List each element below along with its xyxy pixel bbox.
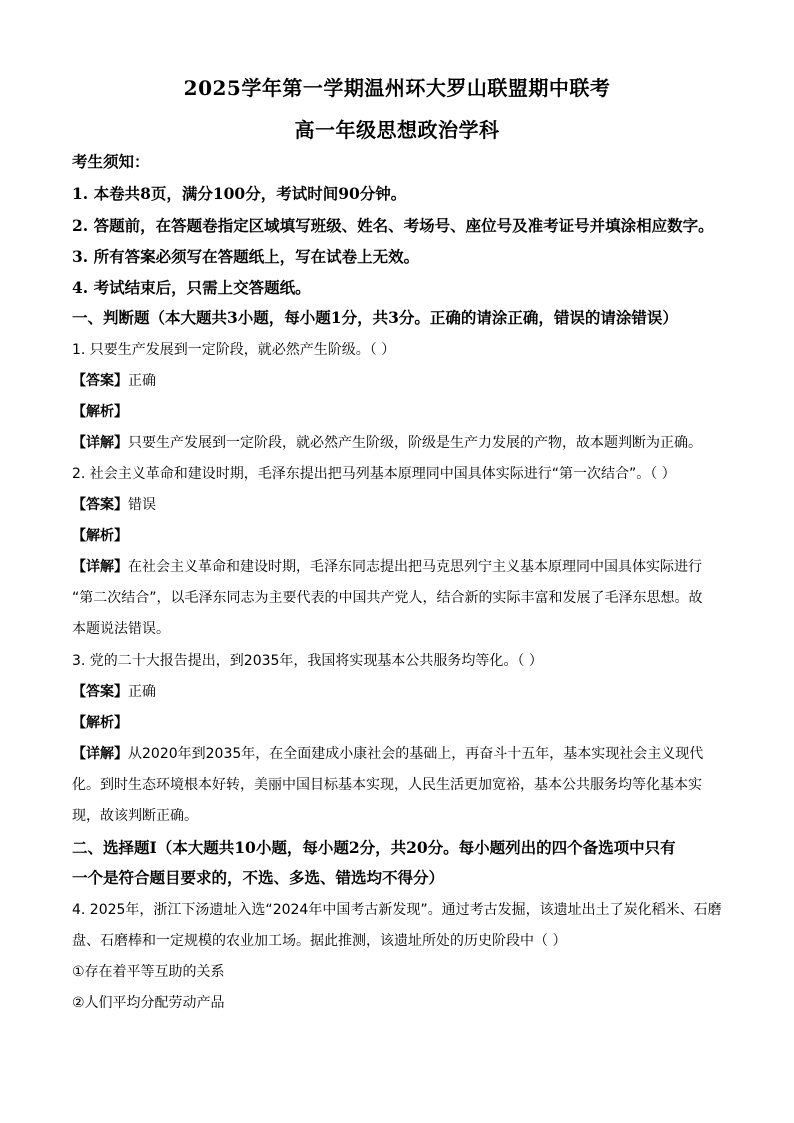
option-item: ②人们平均分配劳动产品 [72, 995, 225, 1011]
answer-label: 【答案】 [72, 684, 128, 700]
answer-line [72, 370, 732, 390]
notice-heading: 考生须知： [72, 152, 150, 171]
analysis-line [72, 525, 732, 545]
detail-text: “第二次结合”，以毛泽东同志为主要代表的中国共产党人，结合新的实际丰富和发展了毛泽东思想。故 [72, 590, 703, 606]
analysis-label: 【解析】 [72, 404, 128, 420]
section-heading: 一个是符合题目要求的，不选、多选、错选均不得分） [72, 868, 445, 887]
exam-title: 2025学年第一学期温州环大罗山联盟期中联考 [183, 76, 611, 100]
detail-text: 本题说法错误。 [72, 621, 170, 637]
analysis-label: 【解析】 [72, 528, 128, 544]
question-text: 1. 只要生产发展到一定阶段，就必然产生阶级。（ ） [72, 342, 396, 358]
detail-text: 现，故该判断正确。 [72, 808, 198, 824]
answer-label: 【答案】 [72, 373, 128, 389]
answer-value: 错误 [128, 497, 156, 513]
detail-line [72, 432, 732, 452]
detail-label: 【详解】 [72, 746, 128, 762]
answer-line [72, 494, 732, 514]
answer-value: 正确 [128, 373, 156, 389]
notice-item: 3. 所有答案必须写在答题纸上，写在试卷上无效。 [72, 247, 420, 266]
answer-line [72, 681, 732, 701]
question-text: 盘、石磨棒和一定规模的农业加工场。据此推测，该遗址所处的历史阶段中（ ） [72, 933, 567, 949]
analysis-line [72, 401, 732, 421]
detail-line [72, 556, 732, 576]
answer-label: 【答案】 [72, 497, 128, 513]
section-heading: 一、判断题（本大题共3小题，每小题1分，共3分。正确的请涂正确，错误的请涂错误） [72, 308, 678, 327]
detail-text: 只要生产发展到一定阶段，就必然产生阶级，阶级是生产力发展的产物，故本题判断为正确。 [128, 435, 702, 451]
question-text: 4. 2025年，浙江下汤遗址入选“2024年中国考古新发现”。通过考古发掘，该遗址出土了炭化稻米、石磨 [72, 902, 722, 918]
analysis-line [72, 712, 732, 732]
answer-value: 正确 [128, 684, 156, 700]
notice-item: 1. 本卷共8页，满分100分，考试时间90分钟。 [72, 184, 407, 203]
question-text: 2. 社会主义革命和建设时期，毛泽东提出把马列基本原理同中国具体实际进行“第一次结合”。（ ） [72, 466, 676, 482]
question-text: 3. 党的二十大报告提出，到2035年，我国将实现基本公共服务均等化。（ ） [72, 653, 543, 669]
notice-item: 2. 答题前，在答题卷指定区域填写班级、姓名、考场号、座位号及准考证号并填涂相应数字。 [72, 216, 714, 235]
notice-item: 4. 考试结束后，只需上交答题纸。 [72, 278, 311, 297]
detail-label: 【详解】 [72, 559, 128, 575]
analysis-label: 【解析】 [72, 715, 128, 731]
exam-subtitle: 高一年级思想政治学科 [294, 118, 500, 142]
detail-label: 【详解】 [72, 435, 128, 451]
section-heading: 二、选择题Ⅰ（本大题共10小题，每小题2分，共20分。每小题列出的四个备选项中只有 [72, 838, 676, 857]
option-item: ①存在着平等互助的关系 [72, 964, 225, 980]
detail-text: 化。到时生态环境根本好转，美丽中国目标基本实现，人民生活更加宽裕，基本公共服务均等化基本实 [72, 777, 702, 793]
detail-line [72, 743, 732, 763]
detail-text: 在社会主义革命和建设时期，毛泽东同志提出把马克思列宁主义基本原理同中国具体实际进行 [128, 559, 702, 575]
detail-text: 从2020年到2035年，在全面建成小康社会的基础上，再奋斗十五年，基本实现社会主义现代 [128, 746, 704, 762]
